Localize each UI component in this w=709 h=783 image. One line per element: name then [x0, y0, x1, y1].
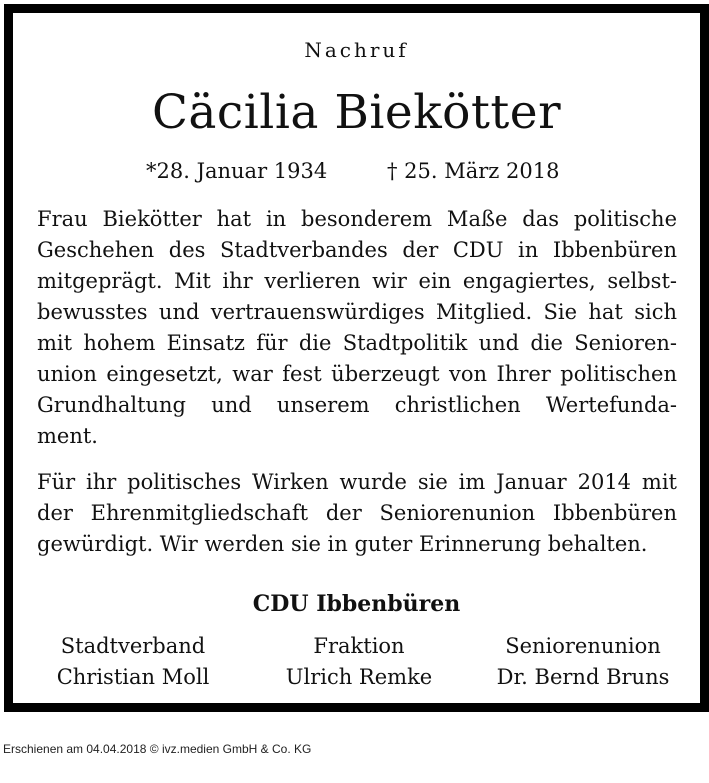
text-line: union eingesetzt, war fest überzeugt von Ihrer politischen [37, 362, 677, 386]
text-line: Für ihr politisches Wirken wurde sie im Januar 2014 mit [37, 470, 677, 494]
text-line: gewürdigt. Wir werden sie in guter Erinnerung behalten. [37, 532, 648, 556]
notice-heading: Nachruf [304, 38, 409, 62]
death-date: † 25. März 2018 [387, 159, 560, 183]
text-line: bewusstes und vertrauenswürdiges Mitglied. Sie hat sich [37, 300, 677, 324]
text-line: ment. [37, 424, 98, 448]
text-line: Geschehen des Stadtverbandes der CDU in Ibbenbüren [37, 238, 677, 262]
text-line: Frau Biekötter hat in besonderem Maße das politische [37, 207, 677, 231]
tribute-paragraph-2 [37, 467, 677, 560]
text-line: mit hohem Einsatz für die Stadtpolitik und die Senioren- [37, 331, 677, 355]
signatory-group: Seniorenunion [505, 634, 661, 658]
signatory-group: Stadtverband [60, 634, 206, 658]
tribute-paragraph-1 [37, 204, 677, 452]
signatory-person: Ulrich Remke [285, 665, 433, 689]
birth-date: *28. Januar 1934 [146, 159, 328, 183]
signatory-column [483, 631, 683, 693]
signatory-person: Christian Moll [56, 665, 210, 689]
publication-footer: Erschienen am 04.04.2018 © ivz.medien GmbH & Co. KG [3, 742, 312, 756]
signatory-person: Dr. Bernd Bruns [496, 665, 670, 689]
organization-name: CDU Ibbenbüren [252, 591, 461, 617]
signatory-column [259, 631, 459, 693]
signatory-column [38, 631, 228, 693]
signatory-group: Fraktion [313, 634, 405, 658]
text-line: mitgeprägt. Mit ihr verlieren wir ein engagiertes, selbst- [37, 269, 677, 293]
deceased-name: Cäcilia Biekötter [151, 85, 562, 140]
text-line: der Ehrenmitgliedschaft der Seniorenunion Ibbenbüren [37, 501, 677, 525]
text-line: Grundhaltung und unserem christlichen Wertefunda- [37, 393, 677, 417]
obituary-frame [4, 4, 709, 712]
